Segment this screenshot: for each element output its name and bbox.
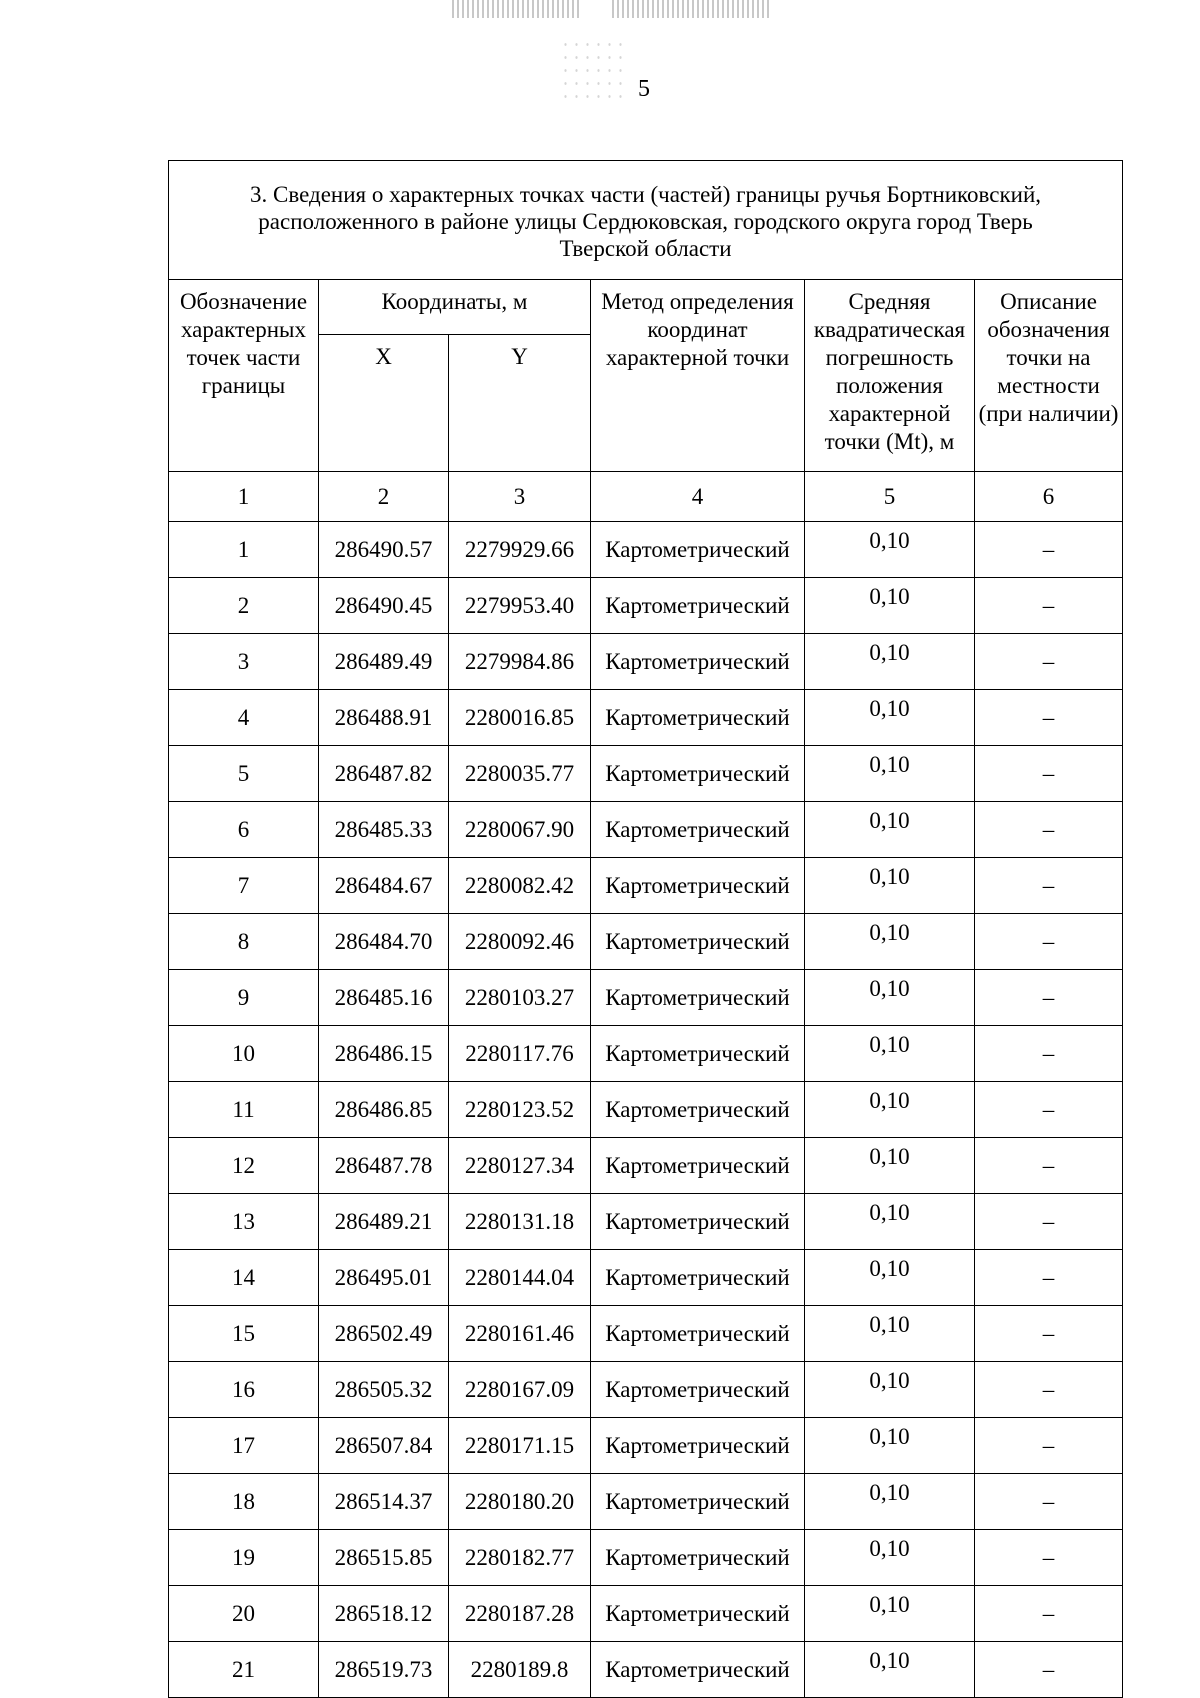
mean-error-cell: 0,10 xyxy=(805,1530,975,1586)
point-number-cell: 13 xyxy=(169,1194,319,1250)
description-cell: – xyxy=(975,1642,1123,1698)
mean-error-cell: 0,10 xyxy=(805,522,975,578)
mean-error-cell: 0,10 xyxy=(805,1026,975,1082)
mean-error-cell: 0,10 xyxy=(805,746,975,802)
method-cell: Картометрический xyxy=(591,522,805,578)
x-coordinate-cell: 286487.82 xyxy=(319,746,449,802)
column-number: 6 xyxy=(975,472,1123,522)
method-cell: Картометрический xyxy=(591,746,805,802)
y-coordinate-cell: 2280082.42 xyxy=(449,858,591,914)
mean-error-cell: 0,10 xyxy=(805,1194,975,1250)
table-row xyxy=(169,1026,1123,1082)
method-cell: Картометрический xyxy=(591,1138,805,1194)
y-coordinate-cell: 2280035.77 xyxy=(449,746,591,802)
method-cell: Картометрический xyxy=(591,1418,805,1474)
scan-artifact xyxy=(612,0,772,18)
description-cell: – xyxy=(975,1418,1123,1474)
description-cell: – xyxy=(975,802,1123,858)
method-cell: Картометрический xyxy=(591,1082,805,1138)
column-numbers-row xyxy=(169,472,1123,522)
header-x: X xyxy=(319,335,449,472)
description-cell: – xyxy=(975,1362,1123,1418)
point-number-cell: 19 xyxy=(169,1530,319,1586)
y-coordinate-cell: 2280127.34 xyxy=(449,1138,591,1194)
method-cell: Картометрический xyxy=(591,1474,805,1530)
mean-error-cell: 0,10 xyxy=(805,1418,975,1474)
description-cell: – xyxy=(975,578,1123,634)
page-number: 5 xyxy=(638,76,650,102)
description-cell: – xyxy=(975,1530,1123,1586)
table-row xyxy=(169,1194,1123,1250)
mean-error-cell: 0,10 xyxy=(805,578,975,634)
y-coordinate-cell: 2280180.20 xyxy=(449,1474,591,1530)
y-coordinate-cell: 2280167.09 xyxy=(449,1362,591,1418)
x-coordinate-cell: 286489.21 xyxy=(319,1194,449,1250)
method-cell: Картометрический xyxy=(591,1642,805,1698)
mean-error-cell: 0,10 xyxy=(805,1250,975,1306)
point-number-cell: 5 xyxy=(169,746,319,802)
point-number-cell: 17 xyxy=(169,1418,319,1474)
table-caption: 3. Сведения о характерных точках части (частей) границы ручья Бортниковский, расположенного в районе улицы Сердюковская, городского округа город Тверь Тверской области xyxy=(169,161,1123,280)
table-row xyxy=(169,634,1123,690)
x-coordinate-cell: 286484.67 xyxy=(319,858,449,914)
mean-error-cell: 0,10 xyxy=(805,1586,975,1642)
table-row xyxy=(169,914,1123,970)
column-number: 3 xyxy=(449,472,591,522)
table-row xyxy=(169,522,1123,578)
x-coordinate-cell: 286514.37 xyxy=(319,1474,449,1530)
y-coordinate-cell: 2280123.52 xyxy=(449,1082,591,1138)
mean-error-cell: 0,10 xyxy=(805,1306,975,1362)
description-cell: – xyxy=(975,1586,1123,1642)
description-cell: – xyxy=(975,634,1123,690)
mean-error-cell: 0,10 xyxy=(805,970,975,1026)
y-coordinate-cell: 2280182.77 xyxy=(449,1530,591,1586)
point-number-cell: 10 xyxy=(169,1026,319,1082)
point-number-cell: 8 xyxy=(169,914,319,970)
table-row xyxy=(169,1250,1123,1306)
method-cell: Картометрический xyxy=(591,1306,805,1362)
point-number-cell: 3 xyxy=(169,634,319,690)
point-number-cell: 14 xyxy=(169,1250,319,1306)
table-row xyxy=(169,1530,1123,1586)
y-coordinate-cell: 2279984.86 xyxy=(449,634,591,690)
table-row xyxy=(169,858,1123,914)
table-row xyxy=(169,1082,1123,1138)
table-row xyxy=(169,1418,1123,1474)
y-coordinate-cell: 2280103.27 xyxy=(449,970,591,1026)
y-coordinate-cell: 2280016.85 xyxy=(449,690,591,746)
description-cell: – xyxy=(975,1026,1123,1082)
y-coordinate-cell: 2279929.66 xyxy=(449,522,591,578)
description-cell: – xyxy=(975,746,1123,802)
x-coordinate-cell: 286515.85 xyxy=(319,1530,449,1586)
description-cell: – xyxy=(975,690,1123,746)
point-number-cell: 16 xyxy=(169,1362,319,1418)
y-coordinate-cell: 2280187.28 xyxy=(449,1586,591,1642)
description-cell: – xyxy=(975,1194,1123,1250)
description-cell: – xyxy=(975,970,1123,1026)
header-mean-error: Средняя квадратическая погрешность положения характерной точки (Mt), м xyxy=(805,280,975,472)
x-coordinate-cell: 286495.01 xyxy=(319,1250,449,1306)
point-number-cell: 1 xyxy=(169,522,319,578)
table-row xyxy=(169,746,1123,802)
table-row xyxy=(169,690,1123,746)
method-cell: Картометрический xyxy=(591,1530,805,1586)
table-row xyxy=(169,1586,1123,1642)
description-cell: – xyxy=(975,522,1123,578)
method-cell: Картометрический xyxy=(591,578,805,634)
x-coordinate-cell: 286507.84 xyxy=(319,1418,449,1474)
method-cell: Картометрический xyxy=(591,1362,805,1418)
method-cell: Картометрический xyxy=(591,858,805,914)
method-cell: Картометрический xyxy=(591,634,805,690)
x-coordinate-cell: 286505.32 xyxy=(319,1362,449,1418)
mean-error-cell: 0,10 xyxy=(805,802,975,858)
x-coordinate-cell: 286488.91 xyxy=(319,690,449,746)
point-number-cell: 6 xyxy=(169,802,319,858)
y-coordinate-cell: 2280067.90 xyxy=(449,802,591,858)
method-cell: Картометрический xyxy=(591,1586,805,1642)
column-number: 5 xyxy=(805,472,975,522)
point-number-cell: 9 xyxy=(169,970,319,1026)
description-cell: – xyxy=(975,914,1123,970)
boundary-points-table xyxy=(168,160,1123,1698)
point-number-cell: 15 xyxy=(169,1306,319,1362)
column-number: 1 xyxy=(169,472,319,522)
scan-artifact xyxy=(452,0,582,18)
header-method: Метод определения координат характерной точки xyxy=(591,280,805,472)
x-coordinate-cell: 286485.33 xyxy=(319,802,449,858)
description-cell: – xyxy=(975,1082,1123,1138)
table-row xyxy=(169,1362,1123,1418)
x-coordinate-cell: 286519.73 xyxy=(319,1642,449,1698)
mean-error-cell: 0,10 xyxy=(805,1082,975,1138)
point-number-cell: 4 xyxy=(169,690,319,746)
table-row xyxy=(169,1138,1123,1194)
table-row xyxy=(169,1306,1123,1362)
table-row xyxy=(169,1642,1123,1698)
x-coordinate-cell: 286486.15 xyxy=(319,1026,449,1082)
x-coordinate-cell: 286518.12 xyxy=(319,1586,449,1642)
table-row xyxy=(169,802,1123,858)
x-coordinate-cell: 286487.78 xyxy=(319,1138,449,1194)
x-coordinate-cell: 286490.57 xyxy=(319,522,449,578)
method-cell: Картометрический xyxy=(591,1250,805,1306)
table-row xyxy=(169,578,1123,634)
mean-error-cell: 0,10 xyxy=(805,914,975,970)
y-coordinate-cell: 2279953.40 xyxy=(449,578,591,634)
header-designation: Обозначение характерных точек части границы xyxy=(169,280,319,472)
mean-error-cell: 0,10 xyxy=(805,1362,975,1418)
method-cell: Картометрический xyxy=(591,1026,805,1082)
method-cell: Картометрический xyxy=(591,690,805,746)
point-number-cell: 20 xyxy=(169,1586,319,1642)
y-coordinate-cell: 2280131.18 xyxy=(449,1194,591,1250)
y-coordinate-cell: 2280189.8 xyxy=(449,1642,591,1698)
header-description: Описание обозначения точки на местности (при наличии) xyxy=(975,280,1123,472)
point-number-cell: 18 xyxy=(169,1474,319,1530)
column-number: 4 xyxy=(591,472,805,522)
description-cell: – xyxy=(975,1250,1123,1306)
mean-error-cell: 0,10 xyxy=(805,858,975,914)
method-cell: Картометрический xyxy=(591,970,805,1026)
description-cell: – xyxy=(975,1306,1123,1362)
point-number-cell: 21 xyxy=(169,1642,319,1698)
y-coordinate-cell: 2280161.46 xyxy=(449,1306,591,1362)
x-coordinate-cell: 286484.70 xyxy=(319,914,449,970)
header-coordinates: Координаты, м xyxy=(319,280,591,335)
description-cell: – xyxy=(975,1138,1123,1194)
x-coordinate-cell: 286489.49 xyxy=(319,634,449,690)
description-cell: – xyxy=(975,1474,1123,1530)
column-number: 2 xyxy=(319,472,449,522)
x-coordinate-cell: 286485.16 xyxy=(319,970,449,1026)
method-cell: Картометрический xyxy=(591,1194,805,1250)
mean-error-cell: 0,10 xyxy=(805,1138,975,1194)
mean-error-cell: 0,10 xyxy=(805,1474,975,1530)
point-number-cell: 7 xyxy=(169,858,319,914)
x-coordinate-cell: 286502.49 xyxy=(319,1306,449,1362)
y-coordinate-cell: 2280117.76 xyxy=(449,1026,591,1082)
mean-error-cell: 0,10 xyxy=(805,634,975,690)
y-coordinate-cell: 2280144.04 xyxy=(449,1250,591,1306)
table-row xyxy=(169,970,1123,1026)
point-number-cell: 2 xyxy=(169,578,319,634)
method-cell: Картометрический xyxy=(591,914,805,970)
point-number-cell: 11 xyxy=(169,1082,319,1138)
header-y: Y xyxy=(449,335,591,472)
method-cell: Картометрический xyxy=(591,802,805,858)
y-coordinate-cell: 2280171.15 xyxy=(449,1418,591,1474)
description-cell: – xyxy=(975,858,1123,914)
x-coordinate-cell: 286490.45 xyxy=(319,578,449,634)
table-row xyxy=(169,1474,1123,1530)
y-coordinate-cell: 2280092.46 xyxy=(449,914,591,970)
mean-error-cell: 0,10 xyxy=(805,1642,975,1698)
mean-error-cell: 0,10 xyxy=(805,690,975,746)
point-number-cell: 12 xyxy=(169,1138,319,1194)
x-coordinate-cell: 286486.85 xyxy=(319,1082,449,1138)
